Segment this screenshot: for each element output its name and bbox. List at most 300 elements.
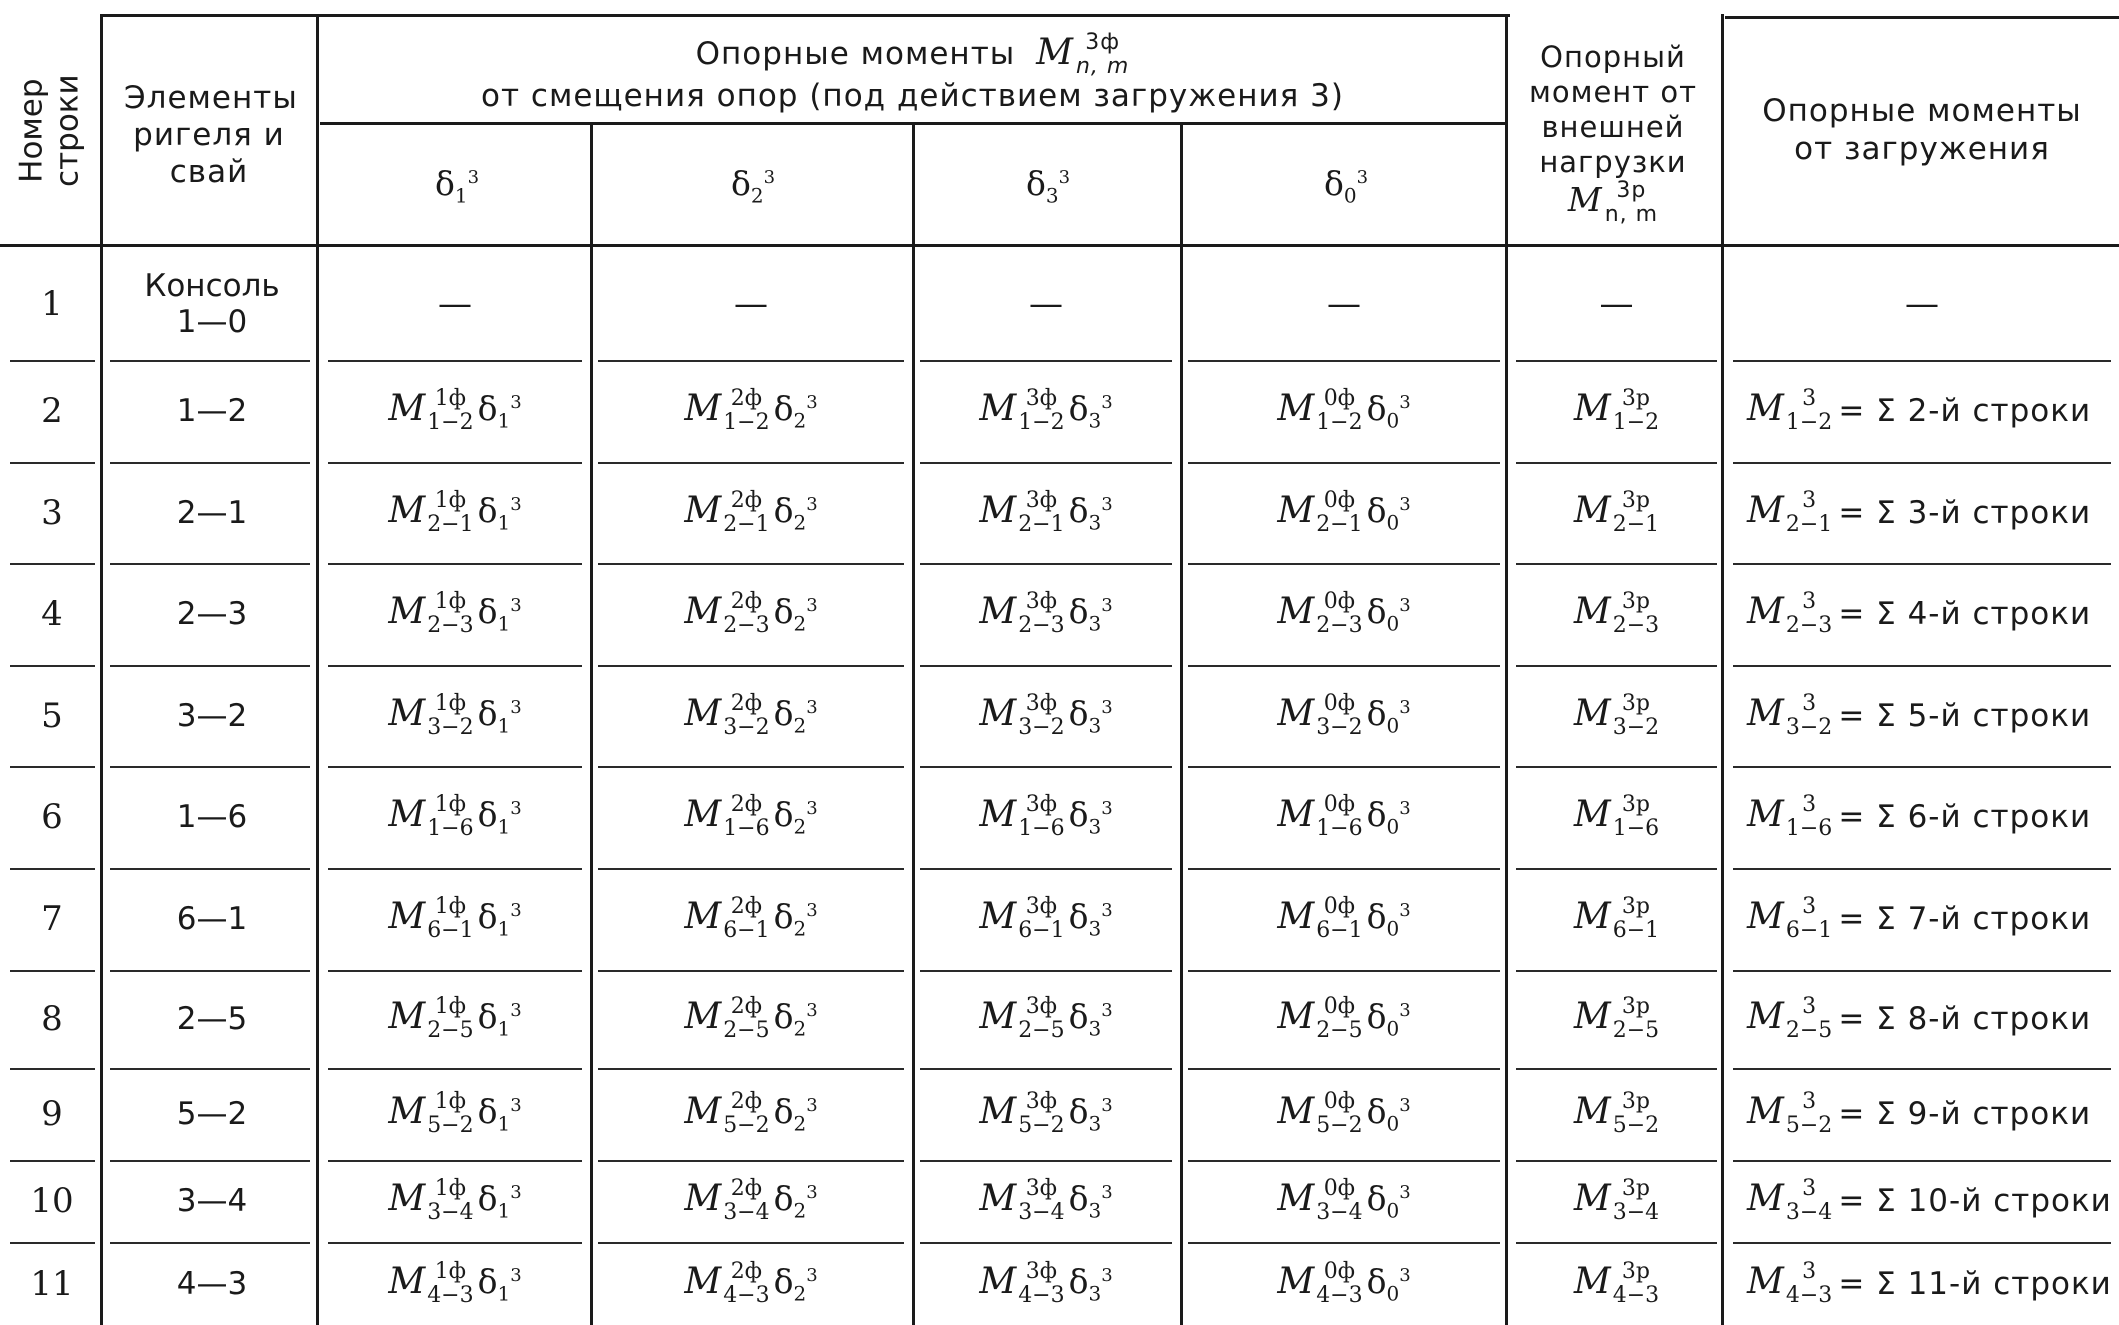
header-row-number <box>0 18 100 243</box>
row-moment-3-symbol: M <box>979 794 1017 835</box>
row-moment-4-symbol: M <box>1277 996 1315 1037</box>
row-external-sub: 4−3 <box>1612 1282 1660 1308</box>
row-moment-cell-4 <box>1180 1160 1508 1242</box>
row-moment-1-scripts <box>427 896 473 942</box>
row-moment-cell-3 <box>912 1160 1180 1242</box>
row-external-scripts <box>1613 996 1659 1042</box>
row-moment-cell-2 <box>590 248 912 360</box>
row-moment-4-scripts <box>1316 1091 1362 1137</box>
row-external-cell <box>1508 1242 1725 1325</box>
row-moment-2-delta-power: 3 <box>806 798 818 820</box>
row-number-cell <box>0 1242 104 1325</box>
row-external-scripts <box>1613 1091 1659 1137</box>
row-moment-2-delta-symbol: δ <box>773 795 794 835</box>
row-external-sub: 2−1 <box>1612 511 1660 537</box>
row-sum-cell <box>1725 360 2119 462</box>
row-moment-3-delta-power: 3 <box>1101 595 1113 617</box>
table-rule <box>110 1160 310 1162</box>
row-sum-moment <box>1747 794 1832 840</box>
row-external-scripts <box>1613 896 1659 942</box>
table-rule <box>920 1160 1172 1162</box>
row-moment-cell-3 <box>912 1242 1180 1325</box>
row-sum-sup: 3 <box>1802 894 1817 919</box>
row-moment-1-delta <box>478 491 522 535</box>
table-rule <box>1516 1068 1717 1070</box>
row-moment-1-sub: 6−1 <box>427 918 474 943</box>
row-element-cell <box>104 1068 320 1160</box>
table-rule <box>1188 1160 1500 1162</box>
row-moment-4-delta <box>1367 1092 1411 1136</box>
row-moment-1-delta-power: 3 <box>510 1000 522 1022</box>
row-moment-1-delta-sub: 1 <box>497 814 511 839</box>
row-sum-cell <box>1725 1160 2119 1242</box>
header-delta-sup-1: 3 <box>467 166 480 188</box>
row-moment-2-sub: 3−2 <box>723 714 770 740</box>
table-rule <box>1516 1242 1717 1244</box>
row-sum-text: = Σ 7-й строки <box>1838 901 2092 937</box>
row-moment-3-delta-power: 3 <box>1101 392 1113 414</box>
table-rule <box>10 766 95 768</box>
row-moment-2-sup: 2ф <box>730 386 763 411</box>
row-moment-2-symbol: M <box>684 1260 722 1302</box>
row-moment-2-scripts <box>723 996 769 1042</box>
row-number: 7 <box>41 899 63 939</box>
row-moment-3-delta-power: 3 <box>1101 1182 1113 1204</box>
row-moment-2-symbol: M <box>684 1178 722 1219</box>
row-external-sub: 6−1 <box>1612 918 1660 943</box>
row-moment-4-moment <box>1277 388 1362 434</box>
table-rule <box>10 563 95 565</box>
table-rule <box>598 563 904 565</box>
header-support-moments-line1 <box>696 31 1130 79</box>
row-moment-4-moment <box>1277 794 1362 840</box>
row-moment-1-delta <box>478 1262 522 1306</box>
row-moment-2-delta-power: 3 <box>806 1000 818 1022</box>
row-sum-sup: 3 <box>1802 1176 1817 1201</box>
row-moment-cell-1 <box>320 1160 590 1242</box>
row-moment-3-sup: 3ф <box>1025 1089 1058 1114</box>
row-moment-3-delta <box>1069 1179 1113 1223</box>
row-moment-3-delta-power: 3 <box>1101 1264 1113 1286</box>
table-rule <box>598 1242 904 1244</box>
row-moment-3-sup: 3ф <box>1025 792 1058 817</box>
row-moment-4-sub: 2−1 <box>1316 511 1363 537</box>
row-moment-2-delta-sub: 2 <box>793 1111 807 1136</box>
table-rule <box>110 1242 310 1244</box>
header-delta-sub-3: 3 <box>1045 183 1059 208</box>
row-moment-3-moment <box>979 896 1064 942</box>
header-delta-1 <box>435 164 479 208</box>
row-number: 3 <box>41 492 63 533</box>
header-delta-4 <box>1324 164 1368 208</box>
row-moment-3-moment <box>979 591 1064 637</box>
row-moment-1-scripts <box>427 794 473 840</box>
row-moment-4-delta-sub: 0 <box>1386 1198 1400 1223</box>
row-moment-1-moment <box>388 1091 473 1137</box>
row-sum-text: = Σ 2-й строки <box>1838 393 2092 429</box>
header-external-load-symbol: M <box>1567 179 1603 219</box>
row-moment-cell-4 <box>1180 868 1508 970</box>
row-moment-1-scripts <box>427 388 473 434</box>
header-delta-sup-4: 3 <box>1356 166 1369 188</box>
table-rule <box>1188 563 1500 565</box>
row-moment-2-sup: 2ф <box>730 1258 763 1284</box>
row-moment-2-moment <box>684 1178 769 1224</box>
table-rule <box>10 1160 95 1162</box>
row-sum-cell <box>1725 563 2119 665</box>
row-moment-4-sub: 1−6 <box>1316 816 1363 841</box>
row-moment-3-delta-symbol: δ <box>1068 1092 1089 1132</box>
row-element: 4—3 <box>176 1265 248 1302</box>
row-moment-3-delta-sub: 3 <box>1088 1016 1102 1041</box>
row-moment-4-delta-power: 3 <box>1399 1000 1411 1022</box>
row-number: 8 <box>41 999 63 1039</box>
row-moment-4-scripts <box>1316 896 1362 942</box>
row-moment-1-moment <box>388 1258 474 1308</box>
table-rule <box>328 1242 582 1244</box>
row-moment-1-delta-power: 3 <box>510 696 522 718</box>
row-moment-3-delta-symbol: δ <box>1068 1261 1089 1301</box>
table-rule <box>598 1068 904 1070</box>
row-moment-1-delta-sub: 1 <box>497 408 511 433</box>
row-external-symbol: M <box>1573 1178 1611 1219</box>
row-moment-3-delta <box>1069 1262 1113 1306</box>
row-moment-4-sup: 0ф <box>1323 994 1356 1019</box>
table-rule <box>1188 665 1500 667</box>
table-rule <box>1733 462 2111 464</box>
row-moment-2-delta-sub: 2 <box>793 713 807 738</box>
table-rule <box>328 665 582 667</box>
header-external-load-label: Опорный момент от внешней нагрузки <box>1528 40 1698 179</box>
row-moment-4-scripts <box>1316 690 1363 740</box>
row-moment-4-delta-power: 3 <box>1399 493 1411 515</box>
row-moment-2-moment <box>684 487 770 537</box>
row-sum-scripts <box>1786 896 1832 942</box>
row-element: 2—1 <box>176 494 248 531</box>
table-rule <box>1733 563 2111 565</box>
row-moment-1-moment <box>388 794 473 840</box>
table-rule <box>1725 16 2119 19</box>
row-moment-2-moment <box>684 1091 769 1137</box>
row-sum-scripts <box>1786 591 1832 637</box>
row-moment-3-sup: 3ф <box>1025 690 1058 716</box>
table-rule <box>1516 868 1717 870</box>
row-moment-1-delta-power: 3 <box>510 595 522 617</box>
row-sum-cell <box>1725 868 2119 970</box>
row-moment-2-delta-power: 3 <box>806 1264 818 1286</box>
row-moment-3-delta-sub: 3 <box>1088 1281 1102 1306</box>
row-moment-cell-2 <box>590 1068 912 1160</box>
table-rule <box>1733 1068 2111 1070</box>
row-moment-3-sub: 3−2 <box>1018 714 1065 740</box>
row-moment-cell-1 <box>320 462 590 563</box>
row-moment-1-symbol: M <box>388 1091 426 1132</box>
table-rule <box>598 970 904 972</box>
row-moment-4-sub: 4−3 <box>1316 1282 1363 1308</box>
row-moment-4-delta-sub: 0 <box>1386 408 1400 433</box>
table-rule <box>1188 462 1500 464</box>
row-sum-sub: 6−1 <box>1785 918 1833 943</box>
row-sum-scripts <box>1785 690 1833 740</box>
row-moment-1-delta <box>478 389 522 433</box>
row-moment-3-sub: 4−3 <box>1018 1282 1065 1308</box>
row-moment-cell-3 <box>912 766 1180 868</box>
table-rule <box>1516 563 1717 565</box>
row-moment-4-delta-symbol: δ <box>1366 592 1387 632</box>
row-moment-4-sup: 0ф <box>1323 792 1356 817</box>
row-moment-2-scripts <box>723 388 769 434</box>
row-moment-4-sup: 0ф <box>1323 589 1356 614</box>
row-moment-3-symbol: M <box>979 1091 1017 1132</box>
header-delta-col-2 <box>590 128 912 243</box>
row-external-sup: 3p <box>1621 690 1650 716</box>
row-moment-2-symbol: M <box>684 591 722 632</box>
row-moment-1-scripts <box>427 1178 473 1224</box>
row-moment-2-sub: 2−5 <box>723 1018 770 1043</box>
row-moment-1-sub: 5−2 <box>427 1113 474 1138</box>
row-moment-2-symbol: M <box>684 692 722 734</box>
row-moment-4-delta-power: 3 <box>1399 798 1411 820</box>
row-moment-4-delta <box>1367 897 1411 941</box>
row-moment-3-delta-sub: 3 <box>1088 408 1102 433</box>
row-moment-cell-2 <box>590 868 912 970</box>
row-moment-3-scripts <box>1018 1258 1065 1308</box>
header-delta-col-3 <box>912 128 1180 243</box>
row-element: 1—2 <box>176 393 248 429</box>
row-number: 1 <box>41 284 63 324</box>
row-external-symbol: M <box>1573 794 1611 835</box>
row-moment-3-moment <box>979 1091 1064 1137</box>
table-rule <box>10 1068 95 1070</box>
table-rule <box>10 868 95 870</box>
row-external-sub: 2−3 <box>1612 613 1660 638</box>
row-element-cell <box>104 360 320 462</box>
row-moment-4-sub: 2−5 <box>1316 1018 1363 1043</box>
row-moment-2-scripts <box>723 487 770 537</box>
row-moment-4-delta-power: 3 <box>1399 392 1411 414</box>
table-rule <box>1733 970 2111 972</box>
row-moment-4-scripts <box>1316 1258 1363 1308</box>
row-moment-3-delta-sub: 3 <box>1088 916 1102 941</box>
row-moment-1-scripts <box>427 591 473 637</box>
row-sum-sub: 4−3 <box>1785 1282 1833 1308</box>
row-sum-sub: 1−6 <box>1785 816 1833 841</box>
row-moment-cell-3 <box>912 665 1180 766</box>
table-rule <box>920 462 1172 464</box>
row-moment-2-moment <box>684 996 769 1042</box>
header-delta-symbol-1: δ <box>434 163 455 203</box>
row-moment-4-delta-power: 3 <box>1399 900 1411 922</box>
row-moment-cell-1 <box>320 1068 590 1160</box>
row-number-cell <box>0 665 104 766</box>
row-moment-2-sub: 6−1 <box>723 918 770 943</box>
row-moment-3-delta-symbol: δ <box>1068 389 1089 429</box>
row-external-cell <box>1508 970 1725 1068</box>
row-external-moment <box>1574 1091 1659 1137</box>
table-rule <box>590 124 593 1325</box>
row-moment-1-delta-symbol: δ <box>477 1092 498 1132</box>
row-external-symbol: M <box>1573 388 1611 429</box>
row-sum-symbol: M <box>1747 1260 1784 1302</box>
row-moment-3-moment <box>979 690 1065 740</box>
row-moment-cell-2 <box>590 1160 912 1242</box>
row-moment-3-delta <box>1069 997 1113 1041</box>
row-moment-1-symbol: M <box>388 388 426 429</box>
header-delta-col-4 <box>1180 128 1508 243</box>
row-moment-3-moment <box>979 388 1064 434</box>
row-external-sup: 3p <box>1621 589 1650 614</box>
row-moment-3-sub: 6−1 <box>1018 918 1065 943</box>
row-external-cell <box>1508 360 1725 462</box>
header-delta-col-1 <box>320 128 590 243</box>
table-rule <box>110 868 310 870</box>
row-moment-1-delta-symbol: δ <box>477 389 498 429</box>
table-rule <box>920 563 1172 565</box>
row-moment-4-delta-power: 3 <box>1399 1095 1411 1117</box>
row-moment-2-scripts <box>723 1258 770 1308</box>
row-sum-sup: 3 <box>1802 690 1817 716</box>
table-rule <box>1733 665 2111 667</box>
table-rule <box>1733 868 2111 870</box>
row-moment-1-sub: 2−3 <box>427 613 474 638</box>
row-external-symbol: M <box>1573 692 1611 734</box>
row-moment-2-delta <box>774 592 818 636</box>
table-rule <box>920 1242 1172 1244</box>
row-sum-text: = Σ 6-й строки <box>1838 799 2092 835</box>
row-moment-1-sup: 1ф <box>434 487 467 513</box>
row-moment-1-moment <box>388 996 473 1042</box>
row-sum-moment <box>1747 996 1832 1042</box>
row-external-moment <box>1573 1258 1660 1308</box>
row-moment-1-delta-symbol: δ <box>477 1179 498 1219</box>
row-moment-1-delta-power: 3 <box>510 900 522 922</box>
row-moment-3-sub: 3−4 <box>1018 1200 1065 1225</box>
row-moment-3-delta-sub: 3 <box>1088 1198 1102 1223</box>
row-moment-cell-3 <box>912 360 1180 462</box>
header-delta-sup-2: 3 <box>763 166 776 188</box>
row-sum-scripts <box>1786 794 1832 840</box>
row-moment-cell-2 <box>590 970 912 1068</box>
row-external-sub: 2−5 <box>1612 1018 1660 1043</box>
row-moment-2-symbol: M <box>684 489 722 531</box>
row-moment-4-delta-power: 3 <box>1399 1264 1411 1286</box>
row-moment-3-delta-power: 3 <box>1101 798 1113 820</box>
header-support-moments-symbol: M <box>1036 31 1074 73</box>
row-sum-moment <box>1747 388 1832 434</box>
table-rule <box>328 868 582 870</box>
row-moment-2-delta-power: 3 <box>806 595 818 617</box>
row-sum-cell <box>1725 1068 2119 1160</box>
row-moment-1-delta-sub: 1 <box>497 1016 511 1041</box>
row-moment-3-delta-symbol: δ <box>1068 795 1089 835</box>
row-sum-moment <box>1747 690 1833 740</box>
table-rule <box>100 14 1510 17</box>
row-moment-2-sub: 1−6 <box>723 816 770 841</box>
row-moment-1-scripts <box>427 690 474 740</box>
row-external-cell <box>1508 1068 1725 1160</box>
row-element-cell <box>104 868 320 970</box>
row-moment-4-delta <box>1367 1179 1411 1223</box>
row-moment-2-delta <box>774 795 818 839</box>
row-moment-4-moment <box>1277 996 1362 1042</box>
row-moment-cell-4 <box>1180 970 1508 1068</box>
row-moment-1-delta-power: 3 <box>510 493 522 515</box>
table-rule <box>328 970 582 972</box>
row-moment-4-moment <box>1277 1258 1363 1308</box>
row-moment-1-sub: 1−2 <box>427 410 474 435</box>
table-rule <box>920 868 1172 870</box>
table-rule <box>10 665 95 667</box>
table-rule <box>920 970 1172 972</box>
row-external-scripts <box>1612 1258 1660 1308</box>
table-rule <box>1516 766 1717 768</box>
row-element-cell <box>104 1160 320 1242</box>
header-delta-sub-4: 0 <box>1343 183 1357 208</box>
row-moment-4-scripts <box>1316 1178 1362 1224</box>
row-moment-4-moment <box>1277 690 1363 740</box>
row-moment-cell-2 <box>590 360 912 462</box>
row-external-sub: 1−2 <box>1612 410 1660 435</box>
row-moment-2-sub: 2−1 <box>723 511 770 537</box>
header-elements-label: Элементы ригеля и свай <box>124 79 298 191</box>
row-sum-symbol: M <box>1747 591 1784 632</box>
row-element: 2—5 <box>176 1001 248 1037</box>
row-external-cell <box>1508 1160 1725 1242</box>
row-sum-sup: 3 <box>1802 994 1817 1019</box>
row-moment-2-delta <box>774 1092 818 1136</box>
row-external-symbol: M <box>1573 1260 1611 1302</box>
table-rule <box>328 360 582 362</box>
row-moment-1-delta <box>478 1092 522 1136</box>
row-number-cell <box>0 462 104 563</box>
row-moment-4-scripts <box>1316 794 1362 840</box>
row-sum-symbol: M <box>1747 692 1784 734</box>
row-moment-3-scripts <box>1018 690 1065 740</box>
row-external-moment <box>1574 591 1659 637</box>
row-moment-cell-3 <box>912 970 1180 1068</box>
row-moment-2-sup: 2ф <box>730 792 763 817</box>
row-moment-4-sup: 0ф <box>1323 1176 1356 1201</box>
row-sum-moment <box>1747 1091 1832 1137</box>
row-moment-cell-2 <box>590 462 912 563</box>
row-dash: — <box>1327 284 1361 324</box>
row-number-cell <box>0 248 104 360</box>
row-element-cell <box>104 665 320 766</box>
row-number-cell <box>0 766 104 868</box>
table-rule <box>912 124 915 1325</box>
row-element-cell <box>104 766 320 868</box>
row-moment-2-delta-symbol: δ <box>773 693 794 733</box>
row-moment-4-delta-sub: 0 <box>1386 916 1400 941</box>
row-moment-1-sup: 1ф <box>434 1089 467 1114</box>
row-number: 5 <box>41 695 63 736</box>
row-moment-3-sup: 3ф <box>1025 894 1058 919</box>
row-moment-4-symbol: M <box>1277 794 1315 835</box>
row-moment-3-moment <box>979 487 1065 537</box>
row-element: 1—6 <box>176 799 248 835</box>
row-moment-2-delta <box>774 997 818 1041</box>
table-rule <box>1188 1068 1500 1070</box>
row-external-cell <box>1508 868 1725 970</box>
row-number-cell <box>0 970 104 1068</box>
row-sum-scripts <box>1786 388 1832 434</box>
row-external-moment <box>1574 1178 1659 1224</box>
row-moment-1-sup: 1ф <box>434 589 467 614</box>
row-moment-4-delta <box>1367 389 1411 433</box>
table-rule <box>1733 766 2111 768</box>
row-moment-4-delta <box>1367 997 1411 1041</box>
row-moment-3-delta-power: 3 <box>1101 1095 1113 1117</box>
